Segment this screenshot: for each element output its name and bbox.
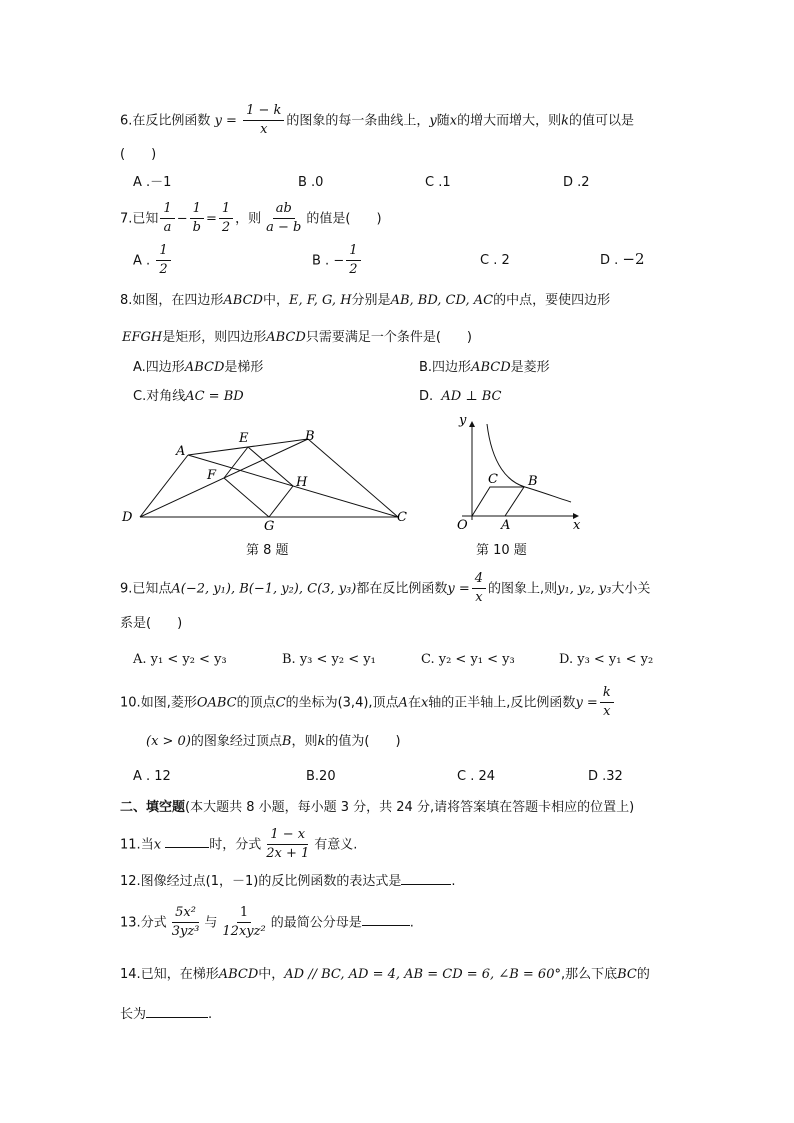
q6-option-c: C .1 [425,175,451,190]
q7-option-c: C . 2 [480,253,510,268]
q12-answer-blank[interactable] [401,873,451,885]
q10-line-2: (x > 0)的图象经过顶点B，则k的值为( ) [146,734,401,749]
segment-hg [269,486,293,517]
q8-line-2: EFGH是矩形，则四边形ABCD只需要满足一个条件是( ) [122,330,472,345]
figure-8-caption: 第 8 题 [246,543,289,558]
q6-pre: 在反比例函数 [132,113,211,129]
label-e: E [239,431,249,446]
q10-option-d: D .32 [588,769,623,784]
q6-number: 6. [120,113,133,129]
segment-fg [224,478,269,517]
q8-line-1: 8.如图，在四边形ABCD中，E, F, G, H分别是AB, BD, CD, AC的中点，要使四边形 [120,293,611,308]
q8-option-b: B.四边形ABCD是菱形 [419,360,550,375]
q7-frac-ab: $\frac{ab}{a - b}$ [266,201,302,236]
q14-line-2: 长为 . [120,1007,213,1022]
section-2-heading [120,801,634,814]
figure-10-caption: 第 10 题 [476,543,527,558]
q7-option-d: D . −2 [600,250,645,268]
q6-mid: 的图象的每一条曲线上， [286,113,430,129]
q11-line: 11.当x 时，分式 $\frac{1 - x}{2x + 1}$ 有意义. [120,827,358,862]
q14-answer-blank[interactable] [146,1006,208,1018]
q10-option-c: C . 24 [457,769,496,784]
figure-8-quadrilateral [115,420,415,540]
q11-answer-blank[interactable] [165,836,209,848]
label-x: x [573,518,581,533]
label-b: B [305,429,315,444]
q6-option-b: B .0 [298,175,324,190]
q12-line: 12.图像经过点(1，－1)的反比例函数的表达式是 . [120,874,456,889]
segment-ef [224,447,248,478]
label-d: D [122,510,133,525]
q7-option-b: B . − $\frac{1}{2}$ [312,244,363,278]
q7-option-a: A . $\frac{1}{2}$ [133,244,173,278]
q7-frac-1a: $\frac{1}{a}$ [160,202,174,236]
edge-bc [308,439,398,517]
q10-option-b: B.20 [306,769,336,784]
q13-line: 13.分式 $\frac{\text{5x²}}{\text{3yz³}}$ 与 $\frac{1}{\text{12xyz²}}$ 的最简公分母是 . [120,905,414,940]
q9-option-a: A. y₁ < y₂ < y₃ [133,652,227,667]
q13-answer-blank[interactable] [362,914,410,926]
label-h: H [296,475,308,490]
q9-line-1: 9.已知点A(−2, y₁), B(−1, y₂), C(3, y₃)都在反比例函数y = $\frac{4}{x}$ 的图象上,则y₁, y₂, y₃大小关 [120,571,651,606]
label-f: F [207,468,217,483]
label-g: G [264,519,275,534]
q9-line-2: 系是( ) [120,616,183,631]
q9-option-c: C. y₂ < y₁ < y₃ [421,652,515,667]
edge-da [140,455,188,517]
q6-line: 6.在反比例函数 y = $\frac{1 - k}{x}$ 的图象的每一条曲线上，y随x的增大而增大，则k的值可以是 [120,103,635,138]
label-b: B [528,474,538,489]
label-o: O [457,518,468,533]
q9-option-b: B. y₃ < y₂ < y₁ [282,652,376,667]
label-a: A [501,518,511,533]
q8-option-d: D. AD ⊥ BC [419,389,502,404]
q6-fraction: $\frac{1 - k}{x}$ [243,104,284,138]
label-a: A [176,444,186,459]
q7-frac-half: $\frac{1}{2}$ [219,202,233,236]
q6-paren: ( ) [120,147,157,162]
q7-line: 7.已知 $\frac{1}{a}$ − $\frac{1}{b}$ = $\frac{1}{2}$ ，则 $\frac{ab}{a - b}$ 的值是( ) [120,201,382,236]
hyperbola-curve [487,424,571,502]
q14-line-1: 14.已知，在梯形ABCD中，AD // BC, AD = 4, AB = CD = 6, ∠B = 60°,那么下底BC的 [120,967,650,982]
q6-option-d: D .2 [563,175,590,190]
section-2-title: 二、填空题 [120,800,186,815]
rhombus-oabc [472,487,524,516]
figure-10-graph [450,410,590,535]
section-2-description: (本大题共 8 小题，每小题 3 分，共 24 分,请将答案填在答题卡相应的位置上) [185,800,635,815]
q8-option-c: C.对角线AC = BD [133,389,244,404]
label-c: C [397,510,407,525]
q6-y-eq: y = [214,113,237,129]
segment-eh [248,447,293,486]
q7-frac-1b: $\frac{1}{b}$ [190,202,204,236]
q6-option-a: A .－1 [133,175,172,190]
q9-option-d: D. y₃ < y₁ < y₂ [559,652,654,667]
label-y: y [459,413,467,428]
q10-line-1: 10.如图,菱形OABC的顶点C的坐标为(3,4),顶点A在x轴的正半轴上,反比例函数y = $\frac{k}{x}$ [120,686,616,720]
label-c: C [488,472,498,487]
q10-option-a: A . 12 [133,769,171,784]
q8-option-a: A.四边形ABCD是梯形 [133,360,264,375]
